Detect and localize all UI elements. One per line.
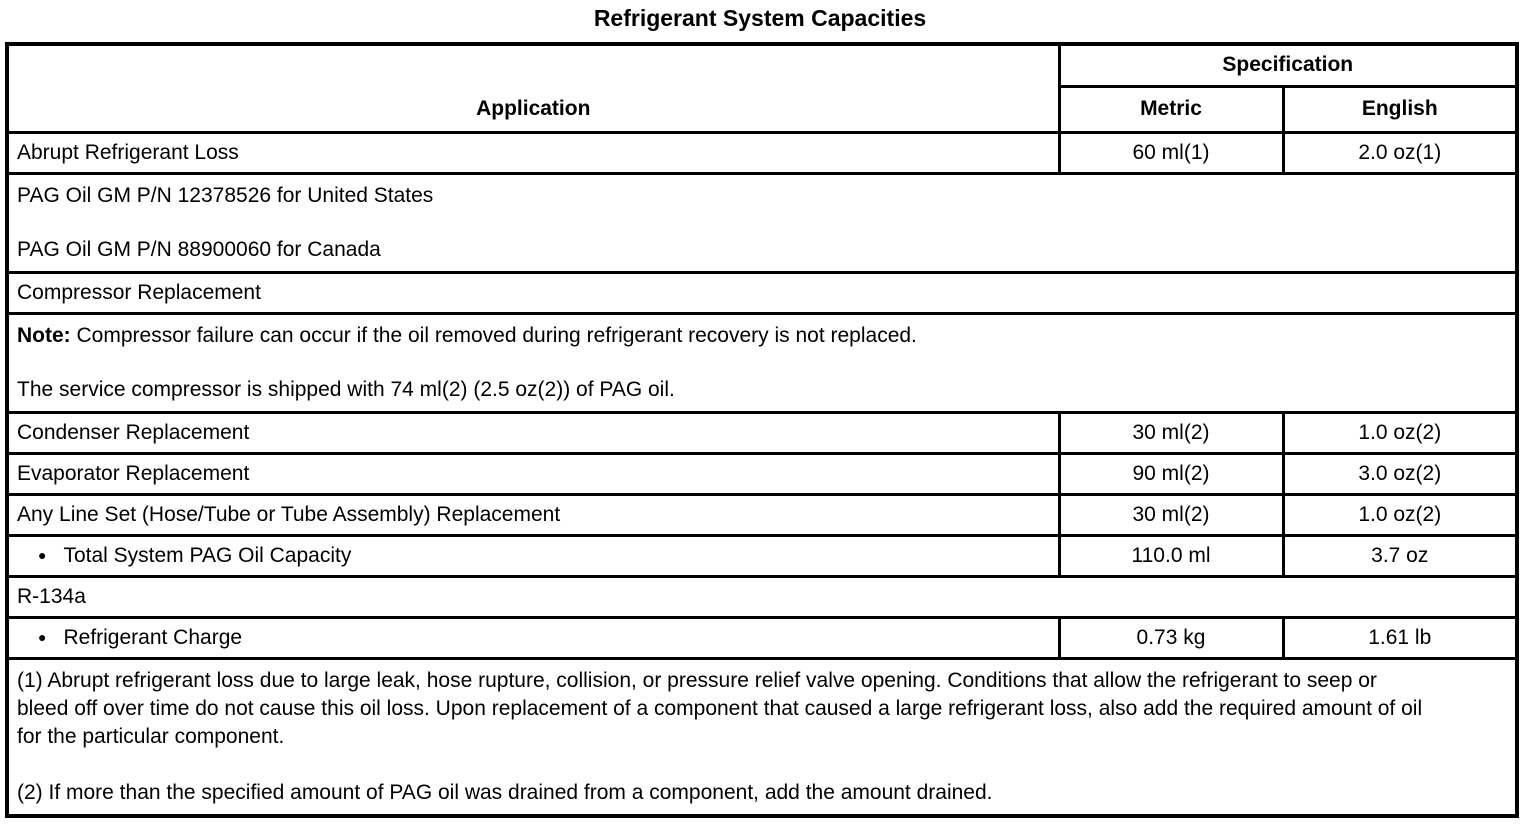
refrigerant-capacities-table <box>5 42 1519 818</box>
table-row-total-system-pag-oil-capacity <box>7 535 1517 576</box>
pag-oil-us-line: PAG Oil GM P/N 12378526 for United States <box>17 183 434 207</box>
cell-metric: 0.73 kg <box>1059 617 1283 658</box>
table-row-condenser-replacement <box>7 412 1517 453</box>
note-second-line: The service compressor is shipped with 74 ml(2) (2.5 oz(2)) of PAG oil. <box>17 377 675 401</box>
cell-metric: 30 ml(2) <box>1059 494 1283 535</box>
cell-english: 1.0 oz(2) <box>1283 494 1517 535</box>
cell-metric: 110.0 ml <box>1059 535 1283 576</box>
cell-english: 1.61 lb <box>1283 617 1517 658</box>
table-row-line-set-replacement <box>7 494 1517 535</box>
col-header-metric: Metric <box>1059 86 1283 132</box>
cell-english: 3.0 oz(2) <box>1283 453 1517 494</box>
cell-r134a: R-134a <box>7 576 1517 617</box>
cell-metric: 90 ml(2) <box>1059 453 1283 494</box>
table-row-footnotes <box>7 658 1517 816</box>
col-header-english: English <box>1283 86 1517 132</box>
col-header-application: Application <box>7 44 1059 132</box>
table-row-abrupt-refrigerant-loss <box>7 132 1517 173</box>
table-row-refrigerant-charge <box>7 617 1517 658</box>
note-label: Note: <box>17 323 71 347</box>
cell-note <box>7 313 1517 412</box>
bullet-item-label: Total System PAG Oil Capacity <box>63 543 352 567</box>
cell-english: 2.0 oz(1) <box>1283 132 1517 173</box>
table-row-evaporator-replacement <box>7 453 1517 494</box>
bullet-item-label: Refrigerant Charge <box>63 625 243 649</box>
cell-english: 1.0 oz(2) <box>1283 412 1517 453</box>
note-line <box>17 322 1507 350</box>
bullet-icon: ● <box>38 628 47 645</box>
footnote-2: (2) If more than the specified amount of PAG oil was drained from a component, add the amount drained. <box>17 780 993 804</box>
cell-compressor-replacement: Compressor Replacement <box>7 272 1517 313</box>
footnote-1: (1) Abrupt refrigerant loss due to large leak, hose rupture, collision, or pressure relief valve opening. Conditions that allow the refrigerant to seep or bleed off over time do not cause this oil loss. Upon replacement of a component that caused a large refrigerant loss, also add the required amount of oil for the particular component. <box>17 668 1423 748</box>
header-row-specification <box>7 44 1517 86</box>
cell-metric: 30 ml(2) <box>1059 412 1283 453</box>
cell-application: Evaporator Replacement <box>7 453 1059 494</box>
cell-english: 3.7 oz <box>1283 535 1517 576</box>
cell-application: Abrupt Refrigerant Loss <box>7 132 1059 173</box>
cell-application: Condenser Replacement <box>7 412 1059 453</box>
cell-application: Any Line Set (Hose/Tube or Tube Assembly) Replacement <box>7 494 1059 535</box>
table-row-compressor-replacement <box>7 272 1517 313</box>
pag-oil-canada-line: PAG Oil GM P/N 88900060 for Canada <box>17 237 381 261</box>
bullet-icon: ● <box>38 546 47 563</box>
cell-application <box>7 617 1059 658</box>
table-row-note <box>7 313 1517 412</box>
cell-footnotes <box>7 658 1517 816</box>
note-text: Compressor failure can occur if the oil removed during refrigerant recovery is not replaced. <box>76 323 917 347</box>
table-row-pag-oil <box>7 173 1517 272</box>
page-title: Refrigerant System Capacities <box>593 5 927 31</box>
table-row-r134a <box>7 576 1517 617</box>
cell-metric: 60 ml(1) <box>1059 132 1283 173</box>
col-header-specification: Specification <box>1059 44 1517 86</box>
cell-application <box>7 535 1059 576</box>
cell-pag-oil <box>7 173 1517 272</box>
